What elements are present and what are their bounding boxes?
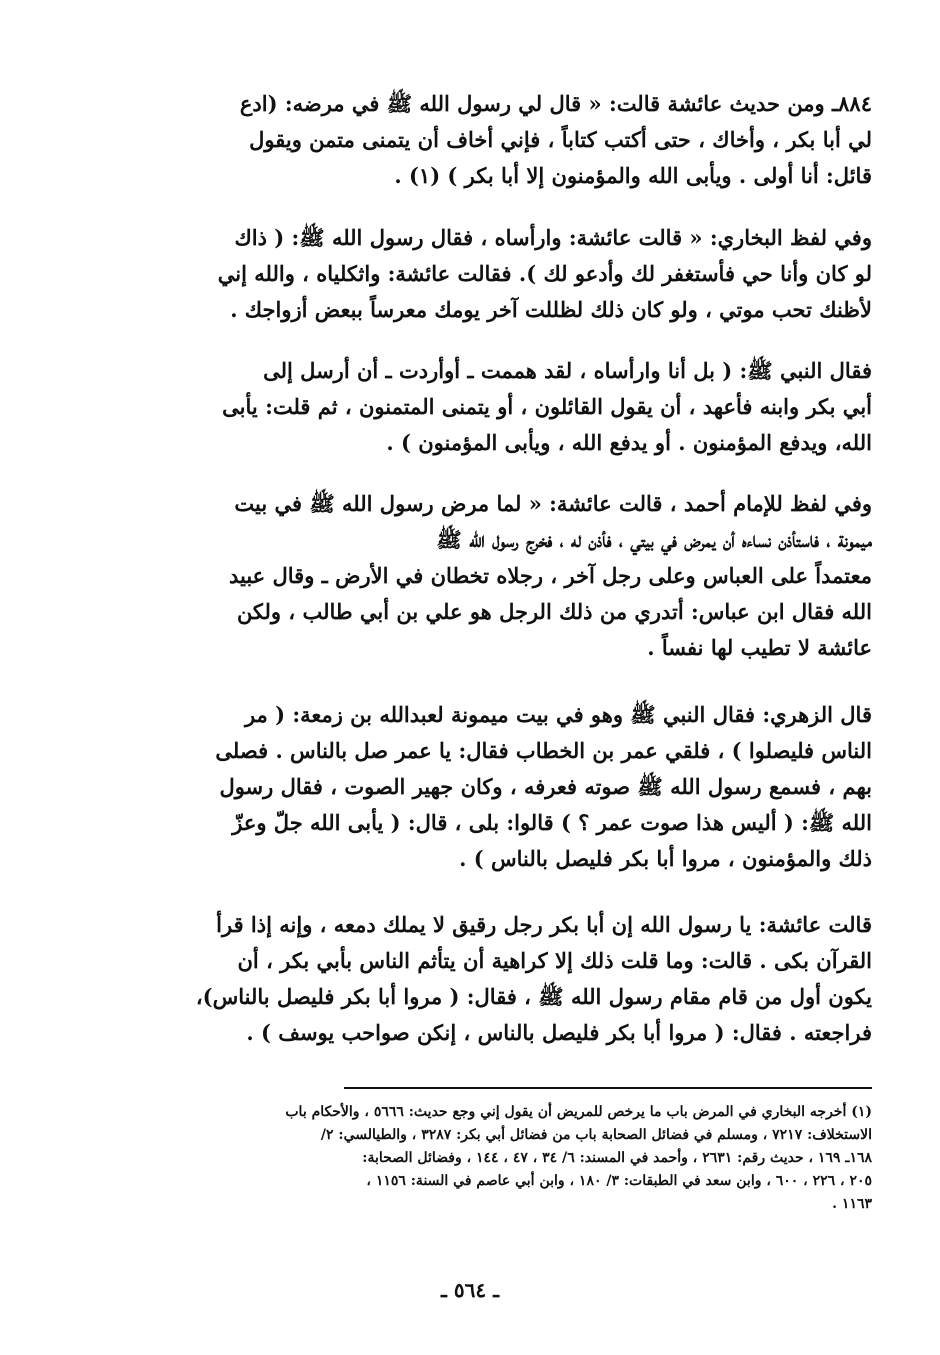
text-line: فراجعته . فقال: ( مروا أبا بكر فليصل بالناس ، إنكن صواحب يوسف ) . bbox=[246, 1020, 872, 1045]
text-line: ذلك والمؤمنون ، مروا أبا بكر فليصل بالناس ) . bbox=[459, 846, 872, 871]
text-line: أبي بكر وابنه فأعهد ، أن يقول القائلون ، أو يتمنى المتمنون ، ثم قلت: يأبى bbox=[222, 394, 872, 419]
footnote-line: ٢٠٥ ، ٢٢٦ ، ٦٠٠ ، وابن سعد في الطبقات: ٣/ ١٨٠ ، وابن أبي عاصم في السنة: ١١٥٦ ، bbox=[366, 1173, 872, 1189]
text-line: الله، ويدفع المؤمنون . أو يدفع الله ، ويأبى المؤمنون ) . bbox=[386, 430, 872, 455]
footnote-line: ١١٦٣ . bbox=[832, 1196, 872, 1212]
paragraph-aisha-said bbox=[64, 907, 872, 1051]
text-line: الناس فليصلوا ) ، فلقي عمر بن الخطاب فقال: يا عمر صل بالناس . فصلى bbox=[215, 738, 872, 763]
text-line: بهم ، فسمع رسول الله ﷺ صوته فعرفه ، وكان جهير الصوت ، فقال رسول bbox=[219, 774, 872, 799]
text-line: معتمداً على العباس وعلى رجل آخر ، رجلاه تخطان في الأرض ـ وقال عبيد bbox=[228, 563, 872, 588]
footnote-line: ١٦٨ـ ١٦٩ ، حديث رقم: ٢٦٣١ ، وأحمد في المسند: ٦/ ٣٤ ، ٤٧ ، ١٤٤ ، وفضائل الصحابة: bbox=[362, 1150, 872, 1166]
page-number: ـ ٥٦٤ ـ bbox=[441, 1278, 499, 1302]
paragraph-hadith-884 bbox=[64, 86, 872, 194]
text-line: قائل: أنا أولى . ويأبى الله والمؤمنون إلا أبا بكر ) (١) . bbox=[394, 163, 872, 188]
text-line: لو كان وأنا حي فأستغفر لك وأدعو لك ). فقالت عائشة: واثكلياه ، والله إني bbox=[217, 261, 872, 286]
text-line: يكون أول من قام مقام رسول الله ﷺ ، فقال: ( مروا أبا بكر فليصل بالناس)، bbox=[195, 984, 872, 1009]
text-line: قال الزهري: فقال النبي ﷺ وهو في بيت ميمونة لعبدالله بن زمعة: ( مر bbox=[244, 702, 872, 727]
paragraph-bukhari bbox=[64, 220, 872, 328]
paragraph-zuhri bbox=[64, 697, 872, 877]
text-line: فقال النبي ﷺ: ( بل أنا وارأساه ، لقد هممت ـ أوأردت ـ أن أرسل إلى bbox=[263, 358, 872, 383]
text-line: ميمونة ، فاستأذن نساءه أن يمرض في بيتي ، فأذن له ، فخرج رسول الله ﷺ bbox=[436, 527, 872, 552]
text-line: لأظنك تحب موتي ، ولو كان ذلك لظللت آخر يومك معرساً ببعض أزواجك . bbox=[230, 297, 872, 322]
text-line: وفي لفظ البخاري: « قالت عائشة: وارأساه ، فقال رسول الله ﷺ: ( ذاك bbox=[234, 225, 872, 250]
text-line: الله فقال ابن عباس: أتدري من ذلك الرجل هو علي بن أبي طالب ، ولكن bbox=[236, 599, 872, 624]
text-line: القرآن بكى . قالت: وما قلت ذلك إلا كراهية أن يتأثم الناس بأبي بكر ، أن bbox=[237, 948, 872, 973]
text-line: لي أبا بكر ، وأخاك ، حتى أكتب كتاباً ، فإني أخاف أن يتمنى متمن ويقول bbox=[249, 127, 872, 152]
text-line: قالت عائشة: يا رسول الله إن أبا بكر رجل رقيق لا يملك دمعه ، وإنه إذا قرأ bbox=[216, 912, 872, 937]
footnote-divider bbox=[344, 1087, 872, 1089]
text-line: عائشة لا تطيب لها نفساً . bbox=[647, 635, 872, 660]
paragraph-ahmad bbox=[64, 486, 872, 666]
text-line: الله ﷺ: ( أليس هذا صوت عمر ؟ ) قالوا: بلى ، قال: ( يأبى الله جلّ وعزّ bbox=[232, 810, 872, 835]
footnote-line: الاستخلاف: ٧٢١٧ ، ومسلم في فضائل الصحابة باب من فضائل أبي بكر: ٣٢٨٧ ، والطيالسي: ٢/ bbox=[320, 1127, 872, 1143]
footnote-line: (١) أخرجه البخاري في المرض باب ما يرخص للمريض أن يقول إني وجع حديث: ٥٦٦٦ ، والأحكام باب bbox=[285, 1104, 872, 1120]
footnotes bbox=[64, 1101, 872, 1216]
text-line: وفي لفظ للإمام أحمد ، قالت عائشة: « لما مرض رسول الله ﷺ في بيت bbox=[234, 491, 872, 516]
text-line: ٨٨٤ـ ومن حديث عائشة قالت: « قال لي رسول الله ﷺ في مرضه: (ادع bbox=[239, 91, 872, 116]
paragraph-prophet-reply bbox=[64, 353, 872, 461]
